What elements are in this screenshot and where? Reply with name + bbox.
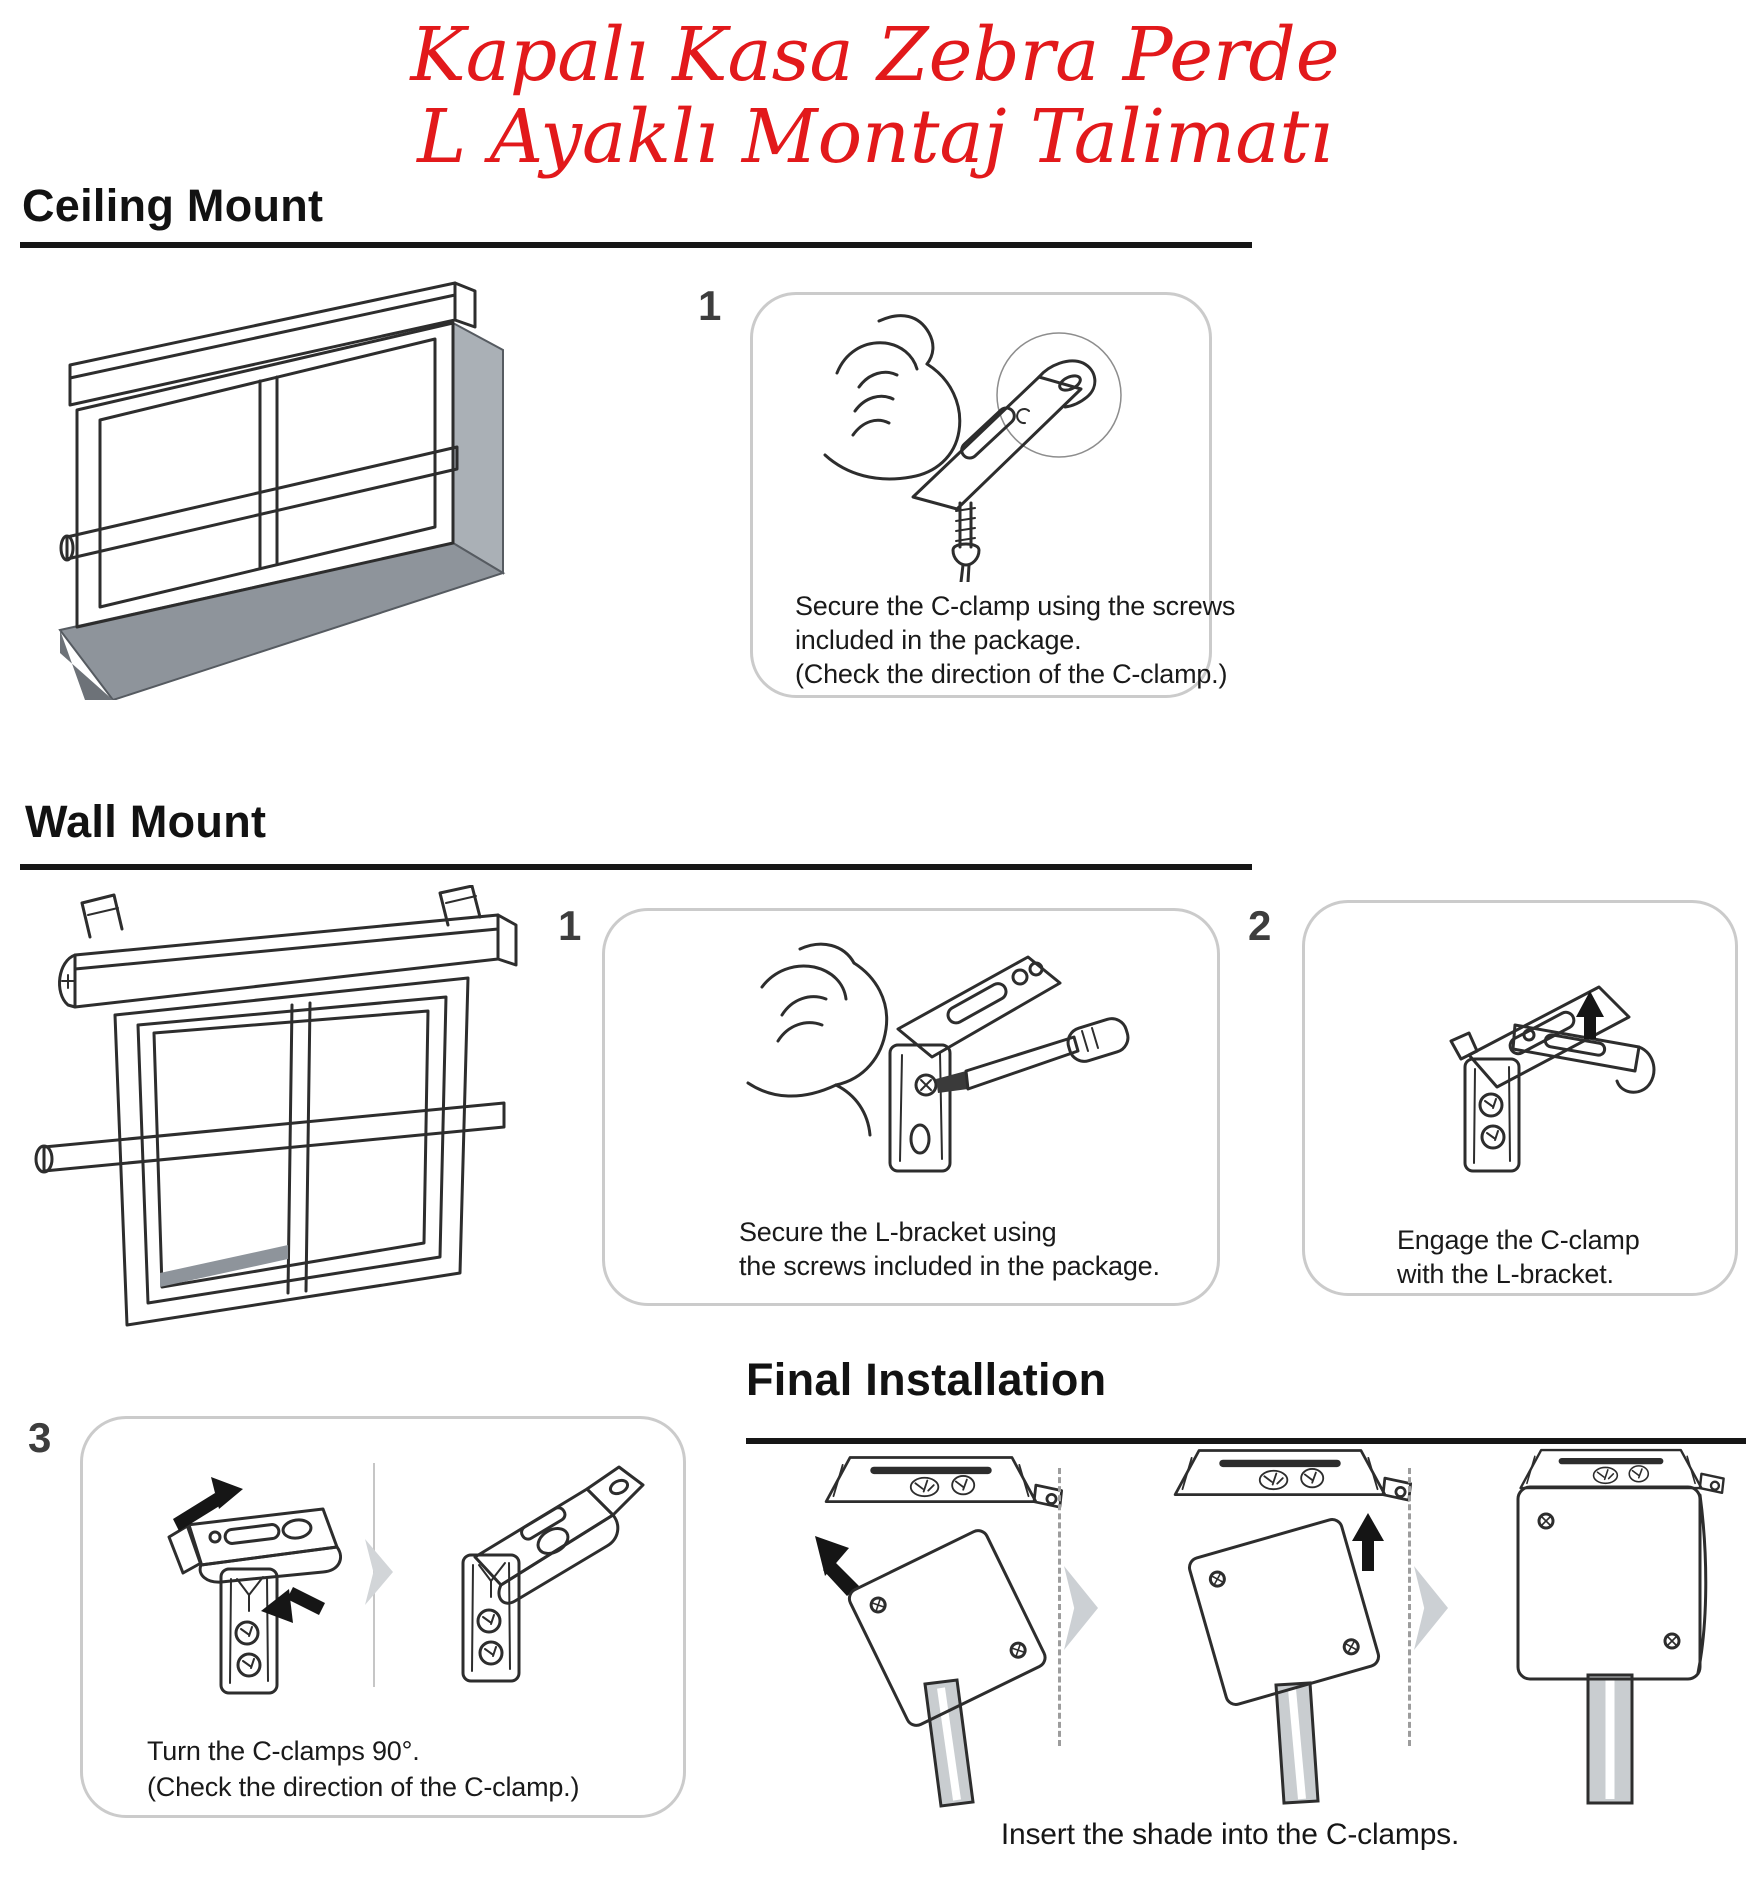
wall-window-illustration — [30, 885, 530, 1340]
cclamp-turn-after-illustration — [401, 1453, 651, 1723]
insert-shade-step2-illustration — [1128, 1443, 1428, 1813]
ceiling-step1-card — [750, 292, 1236, 698]
wall-mount-heading: Wall Mount — [25, 796, 267, 847]
cclamp-engage-lbracket-illustration — [1377, 929, 1677, 1199]
step-number: 3 — [28, 1414, 52, 1461]
wall-section-rule — [20, 864, 1252, 870]
final-installation-heading: Final Installation — [746, 1354, 1107, 1405]
wall-step1-card — [602, 908, 1220, 1306]
step-number: 2 — [1248, 902, 1272, 949]
page-title-line2: L Ayaklı Montaj Talimatı — [417, 94, 1333, 180]
cclamp-turn-before-illustration — [125, 1461, 375, 1721]
ceiling-mount-heading: Ceiling Mount — [22, 180, 324, 231]
lbracket-screwdriver-hand-illustration — [700, 933, 1140, 1203]
step-number: 1 — [698, 282, 722, 329]
step-number: 1 — [558, 902, 582, 949]
ceiling-window-illustration — [55, 275, 555, 700]
final-step3-card — [80, 1416, 686, 1818]
ceiling-section-rule — [20, 242, 1252, 248]
insert-shade-step3-illustration — [1492, 1443, 1732, 1813]
step-caption: Secure the C-clamp using the screws included in the package. (Check the direction of the C-clamp.) — [795, 591, 1236, 689]
page-title-line1: Kapalı Kasa Zebra Perde — [410, 12, 1340, 98]
step-caption: Turn the C-clamps 90°. (Check the direction of the C-clamp.) — [147, 1736, 580, 1802]
dashed-divider — [1058, 1468, 1061, 1746]
wall-step2-card — [1302, 900, 1738, 1296]
dashed-divider — [1408, 1468, 1411, 1746]
step-caption: Secure the L-bracket using the screws included in the package. — [739, 1217, 1160, 1281]
cclamp-screw-hand-illustration — [813, 307, 1143, 582]
step-caption: Engage the C-clamp with the L-bracket. — [1397, 1225, 1640, 1289]
insert-shade-step1-illustration — [785, 1448, 1085, 1813]
final-caption: Insert the shade into the C-clamps. — [1000, 1818, 1460, 1851]
